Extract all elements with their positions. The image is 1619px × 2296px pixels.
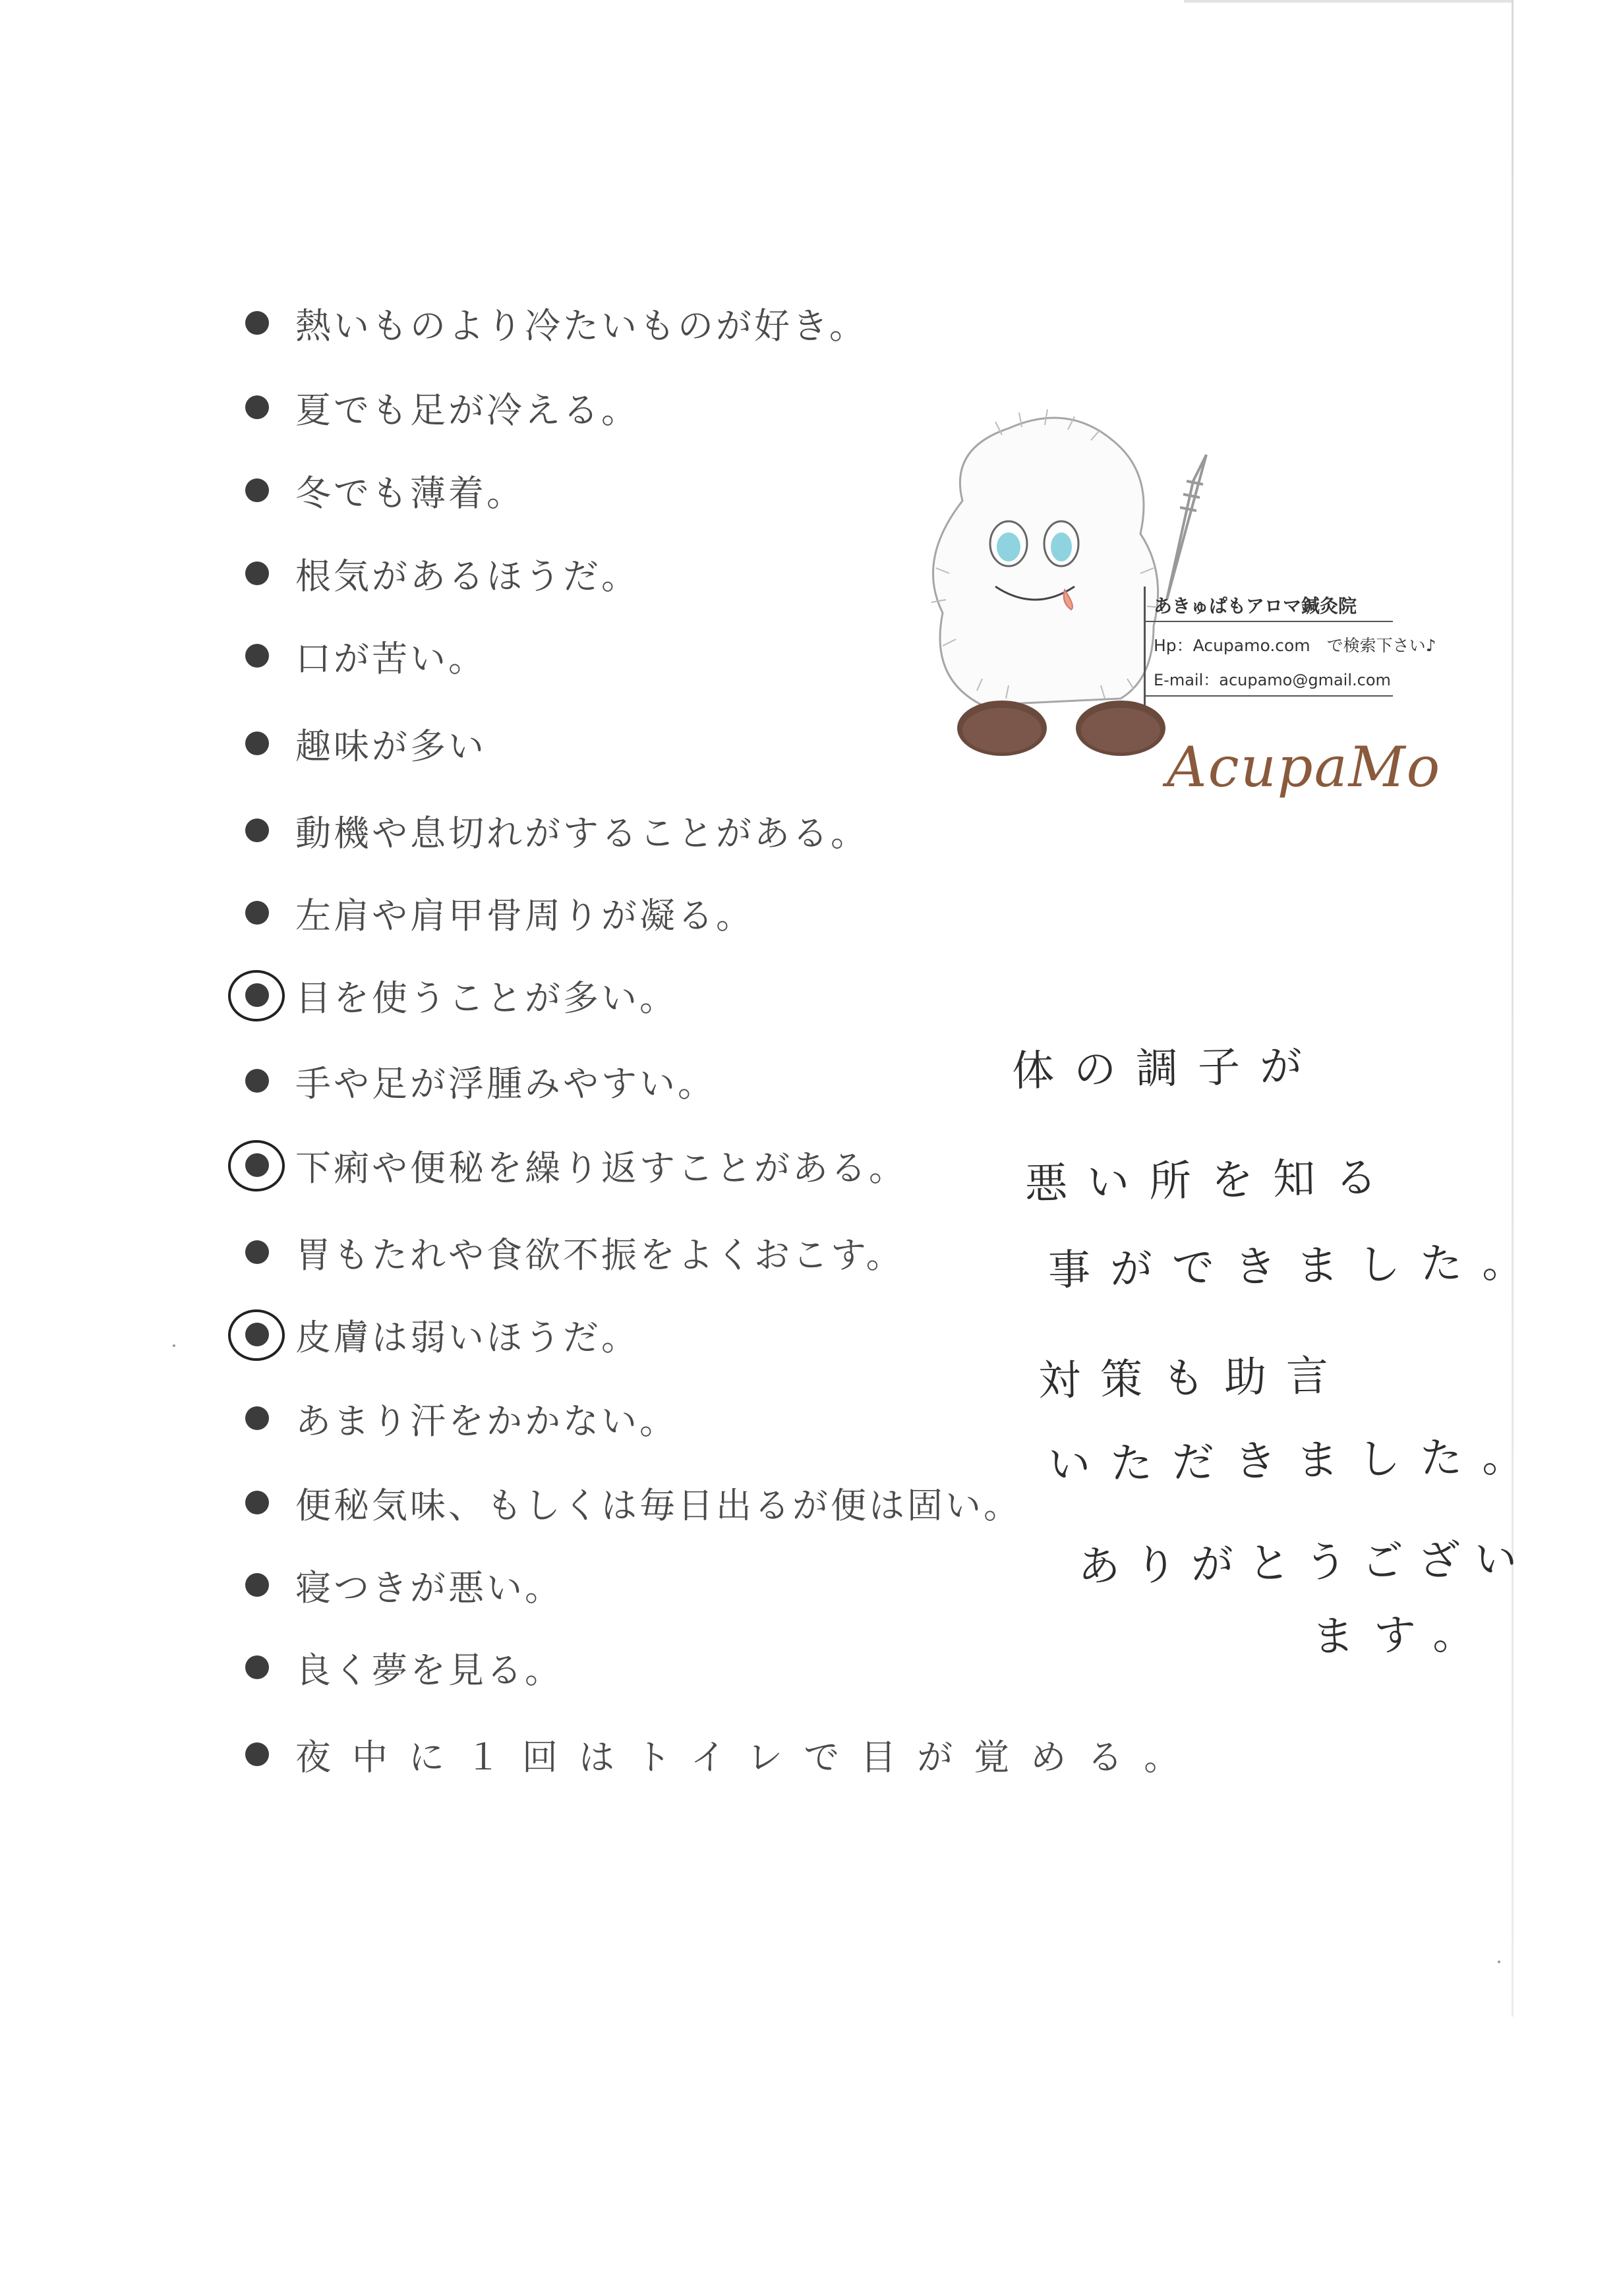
checklist-item [245, 629, 486, 682]
checklist-item [245, 464, 525, 517]
checklist-item-text: 熱いものより冷たいものが好き。 [295, 304, 868, 347]
checklist-item [245, 381, 639, 434]
handwritten-line: ありがとうござい [1077, 1535, 1532, 1592]
checklist-item [245, 1392, 678, 1445]
bullet-icon [245, 732, 269, 755]
checklist-item-text: 夜中に１回はトイレで目が覚める。 [295, 1736, 1201, 1778]
scan-speck [1498, 1961, 1500, 1963]
handwritten-line: 体の調子が [1011, 1041, 1322, 1097]
circled-bullet-icon [245, 1153, 269, 1177]
mascot-body [933, 418, 1158, 705]
checklist-item-text: 下痢や便秘を繰り返すことがある。 [295, 1147, 907, 1189]
checklist-item-text: 動機や息切れがすることがある。 [295, 812, 869, 854]
stamp-divider [1146, 621, 1393, 622]
stamp-divider [1146, 695, 1393, 697]
bullet-icon [245, 478, 269, 502]
checklist-item-text: 良く夢を見る。 [295, 1649, 563, 1691]
bullet-icon [245, 818, 269, 842]
bullet-icon [245, 1742, 269, 1766]
checklist-item [245, 297, 868, 349]
checklist-item [245, 969, 678, 1021]
bullet-icon [245, 311, 269, 335]
checklist-item-text: あまり汗をかかない。 [295, 1400, 678, 1442]
clinic-email: E-mail：acupamo@gmail.com [1154, 671, 1391, 689]
bullet-icon [245, 644, 269, 668]
checklist-item [245, 547, 639, 600]
checklist-item [245, 1641, 563, 1694]
clinic-homepage: Hp：Acupamo.com で検索下さい♪ [1154, 636, 1436, 655]
checklist-item-text: 皮膚は弱いほうだ。 [295, 1316, 639, 1358]
bullet-icon [245, 1491, 269, 1514]
checklist-item [245, 1308, 639, 1361]
checklist-item [245, 886, 754, 939]
checklist-item [245, 717, 486, 770]
checklist-item-text: 便秘気味、もしくは毎日出るが便は固い。 [295, 1484, 1022, 1526]
scan-border-right [1512, 0, 1514, 2017]
bullet-icon [245, 1069, 269, 1093]
scan-border-top [1184, 0, 1514, 3]
checklist-item [245, 1728, 1200, 1781]
handwritten-line: 事ができました。 [1047, 1238, 1545, 1296]
checklist-item-text: 目を使うことが多い。 [295, 977, 678, 1019]
handwritten-line: 悪い所を知る [1024, 1153, 1398, 1209]
circled-bullet-icon [245, 1323, 269, 1346]
checklist-item [245, 1476, 1022, 1529]
bullet-icon [245, 1655, 269, 1679]
checklist-item [245, 1139, 907, 1191]
checklist-item [245, 1226, 904, 1278]
scan-speck [173, 1344, 175, 1347]
checklist-item-text: 口が苦い。 [295, 637, 486, 679]
brand-logo-text: AcupaMo [1167, 735, 1442, 799]
bullet-icon [245, 1406, 269, 1430]
checklist-item-text: 根気があるほうだ。 [295, 555, 639, 597]
bullet-icon [245, 395, 269, 419]
bullet-icon [245, 1240, 269, 1264]
checklist-item [245, 804, 869, 857]
checklist-item-text: 趣味が多い [295, 725, 486, 767]
checklist-item-text: 夏でも足が冷える。 [295, 389, 639, 431]
bullet-icon [245, 1573, 269, 1597]
checklist-item-text: 胃もたれや食欲不振をよくおこす。 [295, 1234, 904, 1276]
handwritten-line: ます。 [1311, 1609, 1495, 1662]
handwritten-line: 対策も助言 [1038, 1351, 1349, 1406]
clinic-stamp [1144, 587, 1436, 705]
checklist-item [245, 1559, 563, 1611]
mascot-feet [957, 701, 1165, 756]
circled-bullet-icon [245, 983, 269, 1007]
checklist-item-text: 冬でも薄着。 [295, 472, 525, 514]
checklist-item-text: 手や足が浮腫みやすい。 [295, 1062, 716, 1105]
checklist-item-text: 左肩や肩甲骨周りが凝る。 [295, 894, 754, 936]
handwritten-line: いただきました。 [1047, 1432, 1545, 1490]
bullet-icon [245, 561, 269, 585]
checklist-item-text: 寝つきが悪い。 [295, 1566, 563, 1609]
mascot-stick [1167, 455, 1206, 600]
bullet-icon [245, 901, 269, 925]
clinic-name: あきゅぱもアロマ鍼灸院 [1154, 595, 1357, 617]
checklist-item [245, 1054, 716, 1107]
